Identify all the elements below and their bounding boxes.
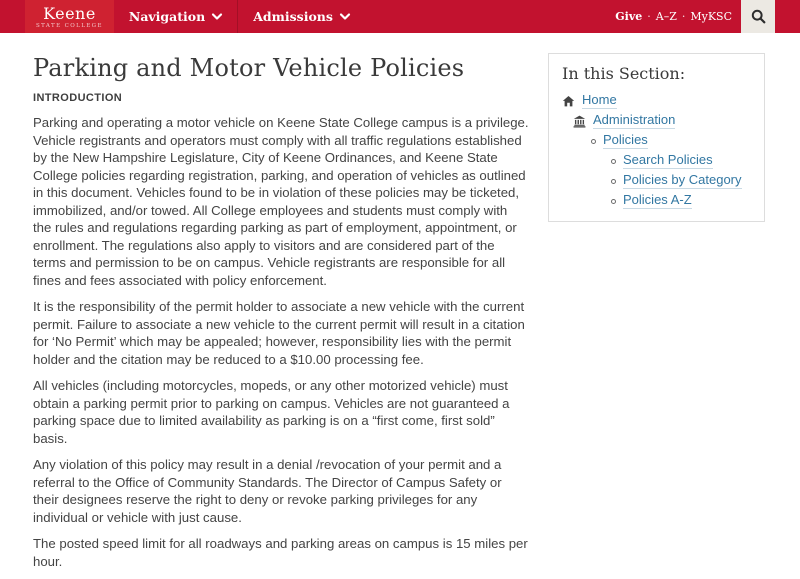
circle-bullet-icon [611, 179, 616, 184]
nav-admissions-label: Admissions [253, 9, 333, 24]
sidebar-item-search-policies [611, 153, 751, 169]
chevron-down-icon [340, 13, 350, 20]
bank-icon [573, 115, 586, 128]
page-content [0, 33, 800, 579]
top-navigation-bar [0, 0, 800, 33]
separator-dot: · [681, 10, 686, 23]
introduction-heading: INTRODUCTION [33, 92, 123, 104]
paragraph-3: All vehicles (including motorcycles, mopeds, or any other motorized vehicle) must obtain a parking permit prior to parking on campus. Vehicles are not guaranteed a parking space due to limited availability as parking is on a “first come, first sold” basis. [33, 378, 510, 446]
search-policies-link[interactable]: Search Policies [623, 152, 713, 167]
in-this-section-panel [548, 53, 765, 222]
paragraph-5: The posted speed limit for all roadways and parking areas on campus is 15 miles per hour. [33, 536, 528, 569]
give-link[interactable]: Give [615, 10, 643, 23]
home-icon [562, 95, 575, 108]
policy-article [33, 53, 529, 579]
keene-state-logo[interactable] [25, 0, 114, 33]
administration-link[interactable]: Administration [593, 112, 676, 127]
paragraph-1: Parking and operating a motor vehicle on Keene State College campus is a privilege. Vehicle registrants and operators must comply with all traffic regulations established by the New Hampshire Legislature, City of Keene Ordinances, and Keene State College policies regarding registration, parking, and operation of vehicles as outlined in this document. Vehicles found to be in violation of these policies may be ticketed, immobilized, and/or towed. All College employees and students must comply with the rules and regulations regarding parking as part of employment, appointment, or enrollment. The regulations also apply to visitors and are considered part of the terms and permission to be on campus. Vehicle registrants are responsible for all fines and fees associated with policy enforcement. [33, 115, 529, 288]
page-title: Parking and Motor Vehicle Policies [33, 54, 465, 82]
sidebar-title: In this Section: [562, 64, 686, 83]
nav-navigation-label: Navigation [128, 9, 206, 24]
a-z-link[interactable]: A–Z [655, 10, 677, 23]
circle-bullet-icon [611, 159, 616, 164]
utility-links [615, 0, 732, 33]
sidebar-item-policies-by-category [611, 173, 751, 189]
sidebar-item-policies-a-z [611, 193, 751, 209]
nav-menu-admissions[interactable] [238, 0, 365, 33]
home-link[interactable]: Home [582, 92, 617, 107]
circle-bullet-icon [611, 199, 616, 204]
logo-tagline: STATE COLLEGE [36, 22, 103, 29]
sidebar-item-administration [573, 113, 751, 129]
policies-a-z-link[interactable]: Policies A-Z [623, 192, 692, 207]
paragraph-4: Any violation of this policy may result in a denial /revocation of your permit and a referral to the Office of Community Standards. The Director of Campus Safety or their designees reserve the right to deny or revoke parking privileges for any individual or vehicle with just cause. [33, 457, 502, 525]
sidebar-item-policies [591, 133, 751, 149]
logo-wordmark: Keene [43, 3, 96, 23]
search-button[interactable] [741, 0, 775, 33]
header-spacer [365, 0, 615, 33]
paragraph-2: It is the responsibility of the permit holder to associate a new vehicle with the current permit. Failure to associate a new vehicle to the current permit will result in a citation for ‘No Permit’ which may be appealed; however, responsibility lies with the permit holder and the citation may be reduced to a $10.00 processing fee. [33, 299, 525, 367]
search-icon [751, 9, 766, 24]
myksc-link[interactable]: MyKSC [690, 10, 732, 23]
nav-menu-navigation[interactable] [114, 0, 237, 33]
separator-dot: · [647, 10, 651, 23]
policies-link[interactable]: Policies [603, 132, 648, 147]
chevron-down-icon [212, 13, 222, 20]
circle-bullet-icon [591, 139, 596, 144]
policies-by-category-link[interactable]: Policies by Category [623, 172, 742, 187]
sidebar-item-home [562, 93, 751, 109]
